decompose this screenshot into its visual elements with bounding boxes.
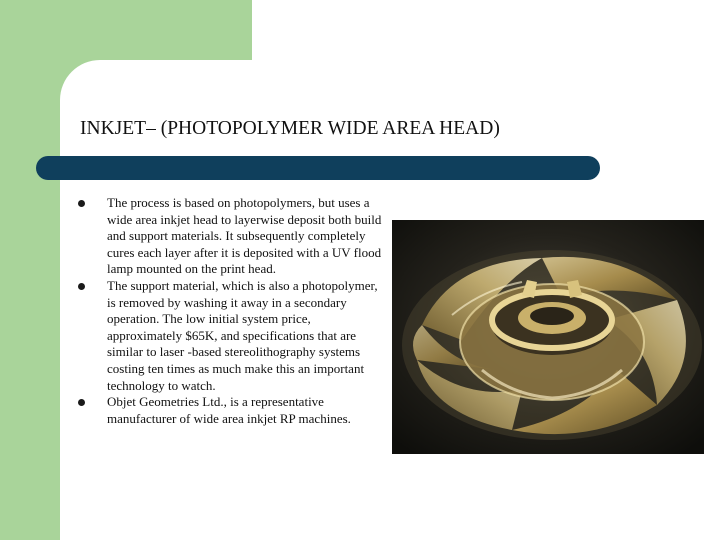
impeller-photo: [392, 220, 704, 454]
bullet-dot-icon: [78, 200, 85, 207]
background-green-column: [0, 0, 60, 540]
bullet-text: The process is based on photopolymers, but uses a wide area inkjet head to layerwise deposit both build and support materials. It subsequently completely cures each layer after it is deposited with a UV flood lamp mounted on the print head.: [107, 195, 382, 277]
bullet-item: [86, 394, 386, 427]
bullet-list: [86, 195, 386, 427]
bullet-item: [86, 278, 386, 394]
slide-title: INKJET– (PHOTOPOLYMER WIDE AREA HEAD): [80, 118, 500, 139]
title-rule-bar: [36, 156, 600, 180]
bullet-text: Objet Geometries Ltd., is a representative manufacturer of wide area inkjet RP machines.: [107, 394, 351, 426]
bullet-dot-icon: [78, 283, 85, 290]
bullet-item: [86, 195, 386, 278]
bullet-text: The support material, which is also a photopolymer, is removed by washing it away in a secondary operation. The low initial system price, approximately $65K, and specifications that are similar to laser -based stereolithography systems costing ten times as much make this an important technology to watch.: [107, 277, 378, 393]
